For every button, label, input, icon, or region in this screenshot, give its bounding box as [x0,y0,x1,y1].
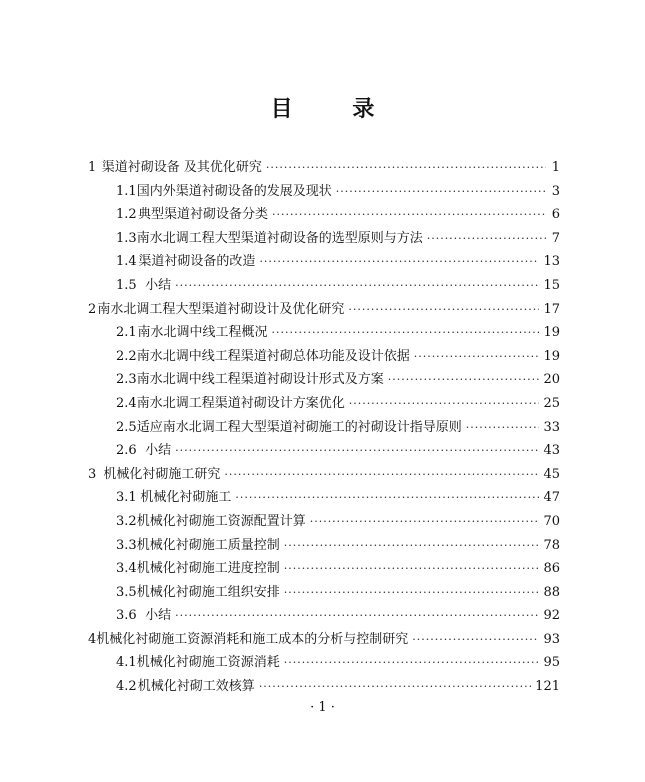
page-number: · 1 · [310,700,335,715]
toc-dot-leader [284,562,540,575]
toc-entry-number: 4.1 [116,655,137,671]
toc-entry-page: 86 [543,561,560,577]
toc-dot-leader [284,539,540,552]
toc-entry-page: 19 [543,348,560,364]
toc-entry-number: 4.2 [116,679,137,695]
toc-entry-title: 南水北调工程大型渠道衬砌设备的选型原则与方法 [136,230,423,246]
toc-entry-title: 机械化衬砌施工质量控制 [136,537,280,553]
toc-entry-number: 3 [88,466,97,482]
toc-entry-title: 小结 [145,608,172,624]
toc-entry-title: 南水北调中线工程渠道衬砌设计形式及方案 [136,372,384,388]
toc-dot-leader [336,185,546,198]
toc-entry-number: 2.5 [116,419,137,435]
toc-dot-leader [266,161,546,174]
toc-section-entry [88,368,560,392]
toc-entry-title: 小结 [145,443,172,459]
toc-entry-page: 6 [551,207,560,223]
toc-section-entry [88,651,560,675]
toc-entry-number: 3.5 [116,584,137,600]
toc-entry-title: 机械化衬砌施工研究 [103,466,221,482]
toc-entry-title: 机械化衬砌施工 [140,490,232,506]
toc-dot-leader [349,397,540,410]
toc-entry-page: 45 [543,466,560,482]
toc-entry-number: 2.3 [116,372,137,388]
toc-dot-leader [310,515,540,528]
toc-dot-leader [259,255,539,268]
toc-dot-leader [412,633,539,646]
toc-dot-leader [259,680,531,693]
toc-section-entry [88,250,560,274]
toc-entry-title: 南水北调中线工程概况 [137,325,268,341]
toc-entry-page: 43 [543,443,560,459]
toc-dot-leader [348,303,539,316]
toc-dot-leader [175,609,539,622]
toc-dot-leader [284,656,540,669]
toc-entry-number: 1.4 [116,254,137,270]
toc-section-entry [88,203,560,227]
table-of-contents [88,156,560,699]
toc-section-entry [88,227,560,251]
toc-chapter-entry [88,298,560,322]
toc-entry-page: 19 [543,325,560,341]
toc-section-entry [88,486,560,510]
toc-entry-title: 南水北调工程大型渠道衬砌设计及优化研究 [97,301,345,317]
toc-entry-title: 典型渠道衬砌设备分类 [137,207,268,223]
toc-entry-number: 3.6 [116,608,137,624]
toc-section-entry [88,510,560,534]
toc-section-entry [88,604,560,628]
toc-entry-title: 南水北调中线工程渠道衬砌总体功能及设计依据 [136,348,410,364]
toc-section-entry [88,416,560,440]
toc-section-entry [88,274,560,298]
toc-entry-page: 33 [543,419,560,435]
toc-entry-title: 机械化衬砌施工资源消耗和施工成本的分析与控制研究 [96,631,409,647]
toc-entry-number: 1.2 [116,207,137,223]
toc-entry-number: 1 [88,160,97,175]
toc-dot-leader [271,326,539,339]
toc-entry-title: 小结 [145,277,172,293]
toc-entry-title: 南水北调工程渠道衬砌设计方案优化 [136,395,345,411]
toc-entry-page: 1 [551,160,560,175]
toc-entry-number: 2.1 [116,325,137,341]
toc-entry-page: 92 [543,608,560,624]
toc-chapter-entry [88,463,560,487]
toc-entry-page: 17 [543,301,560,317]
toc-entry-number: 1.3 [116,230,137,246]
toc-entry-page: 25 [543,395,560,411]
toc-entry-page: 7 [551,230,560,246]
toc-entry-page: 15 [543,277,560,293]
toc-section-entry [88,534,560,558]
toc-entry-page: 93 [543,631,560,647]
toc-entry-page: 3 [551,183,560,199]
toc-entry-page: 88 [543,584,560,600]
toc-entry-number: 4 [88,631,97,647]
toc-entry-number: 2.2 [116,348,137,364]
toc-entry-number: 2 [88,301,97,317]
toc-entry-number: 1.5 [116,277,137,293]
toc-entry-number: 3.1 [116,490,137,506]
toc-entry-page: 121 [535,679,560,695]
toc-entry-number: 2.6 [116,443,137,459]
toc-entry-title: 渠道衬砌设备 及其优化研究 [101,160,262,175]
toc-section-entry [88,581,560,605]
toc-section-entry [88,345,560,369]
toc-entry-title: 国内外渠道衬砌设备的发展及现状 [136,183,332,199]
toc-entry-page: 20 [543,372,560,388]
toc-entry-page: 47 [543,490,560,506]
toc-section-entry [88,675,560,699]
toc-entry-number: 3.2 [116,513,137,529]
toc-section-entry [88,180,560,204]
toc-entry-page: 78 [543,537,560,553]
toc-entry-page: 95 [543,655,560,671]
toc-entry-page: 70 [543,513,560,529]
toc-entry-number: 2.4 [116,395,137,411]
toc-entry-number: 3.4 [116,561,137,577]
toc-entry-number: 3.3 [116,537,137,553]
toc-section-entry [88,557,560,581]
toc-entry-title: 机械化衬砌施工组织安排 [136,584,280,600]
toc-entry-page: 13 [543,254,560,270]
toc-entry-title: 渠道衬砌设备的改造 [138,254,256,270]
toc-dot-leader [388,373,540,386]
toc-section-entry [88,439,560,463]
toc-section-entry [88,392,560,416]
toc-dot-leader [427,232,546,245]
toc-entry-title: 机械化衬砌工效核算 [137,679,255,695]
toc-entry-number: 1.1 [116,183,137,199]
toc-dot-leader [414,350,540,363]
toc-entry-title: 机械化衬砌施工进度控制 [136,561,280,577]
toc-section-entry [88,321,560,345]
toc-dot-leader [284,586,540,599]
toc-dot-leader [175,444,539,457]
toc-entry-title: 机械化衬砌施工资源消耗 [136,655,280,671]
toc-entry-title: 适应南水北调工程大型渠道衬砌施工的衬砌设计指导原则 [136,419,462,435]
toc-dot-leader [175,279,539,292]
page-title: 目 录 [270,96,401,122]
toc-dot-leader [272,208,546,221]
toc-chapter-entry [88,156,560,180]
toc-chapter-entry [88,628,560,652]
toc-dot-leader [235,491,539,504]
toc-dot-leader [466,421,540,434]
toc-dot-leader [224,468,539,481]
toc-entry-title: 机械化衬砌施工资源配置计算 [136,513,306,529]
